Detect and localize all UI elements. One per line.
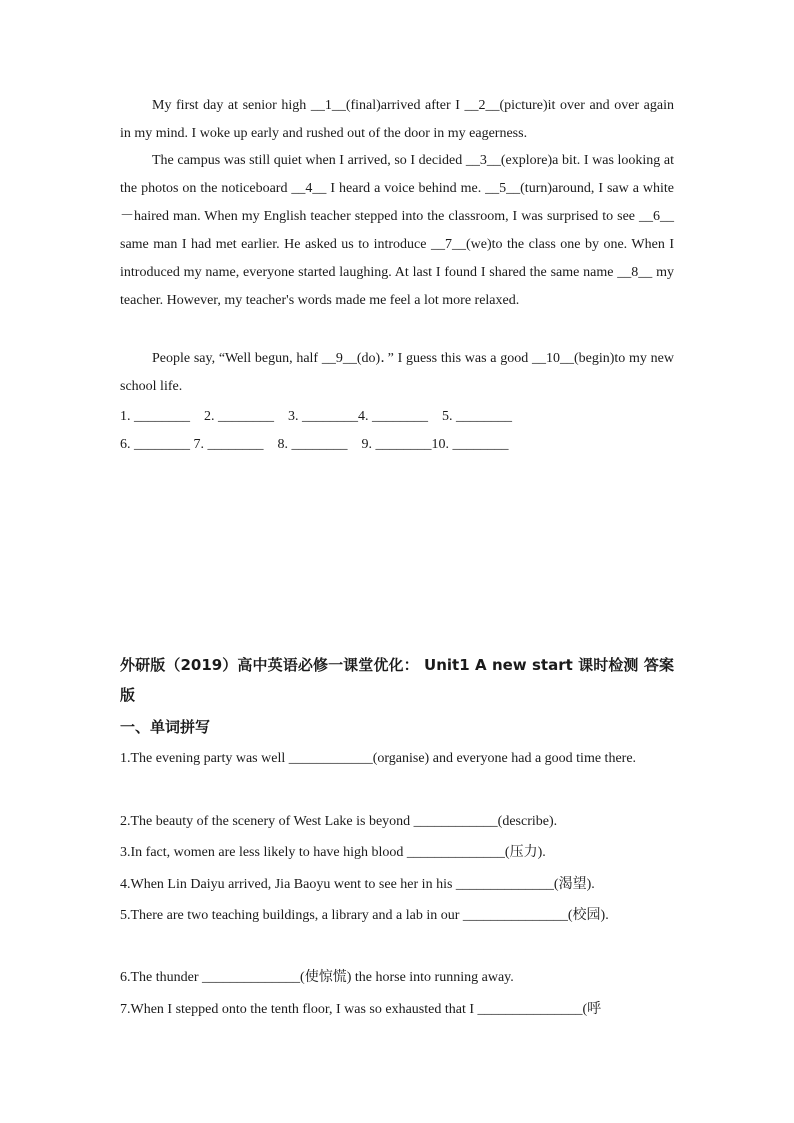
answer-row-2: 6. ________ 7. ________ 8. ________ 9. ________10. ________ <box>120 437 509 452</box>
passage-paragraph-2 <box>120 147 674 315</box>
passage-paragraph-1 <box>120 92 674 148</box>
passage-text-1: My first day at senior high __1__(final)arrived after I __2__(picture)it over and over again in my mind. I woke up early and rushed out of the door in my eagerness. <box>120 98 674 141</box>
section-heading: 一、单词拼写 <box>120 718 211 736</box>
question-1: 1.The evening party was well ____________(organise) and everyone had a good time there. <box>120 751 637 766</box>
passage-text-2: The campus was still quiet when I arrived, so I decided __3__(explore)a bit. I was looking at the photos on the noticeboard __4__ I heard a voice behind me. __5__(turn)around, I saw a white－haired man. When my English teacher stepped into the classroom, I was surprised to see __6__ same man I had met earlier. He asked us to introduce __7__(we)to the class one by one. When I introduced my name, everyone started laughing. At last I found I shared the same name __8__ my teacher. However, my teacher's words made me feel a lot more relaxed. <box>120 153 674 308</box>
question-2: 2.The beauty of the scenery of West Lake is beyond ____________(describe). <box>120 814 558 829</box>
document-title: 外研版（2019）高中英语必修一课堂优化： Unit1 A new start 课时检测 答案版 <box>120 656 674 704</box>
question-3: 3.In fact, women are less likely to have high blood ______________(压力). <box>120 845 546 860</box>
question-5: 5.There are two teaching buildings, a library and a lab in our _______________(校园). <box>120 908 609 923</box>
answer-row-1: 1. ________ 2. ________ 3. ________4. ________ 5. ________ <box>120 409 512 424</box>
question-7: 7.When I stepped onto the tenth floor, I was so exhausted that I _______________(呼 <box>120 1002 602 1017</box>
question-6: 6.The thunder ______________(使惊慌) the horse into running away. <box>120 970 514 985</box>
passage-text-3: People say, “Well begun, half __9__(do)．” I guess this was a good __10__(begin)to my new school life. <box>120 351 674 394</box>
question-4: 4.When Lin Daiyu arrived, Jia Baoyu went to see her in his ______________(渴望). <box>120 877 595 892</box>
passage-paragraph-3 <box>120 345 674 401</box>
